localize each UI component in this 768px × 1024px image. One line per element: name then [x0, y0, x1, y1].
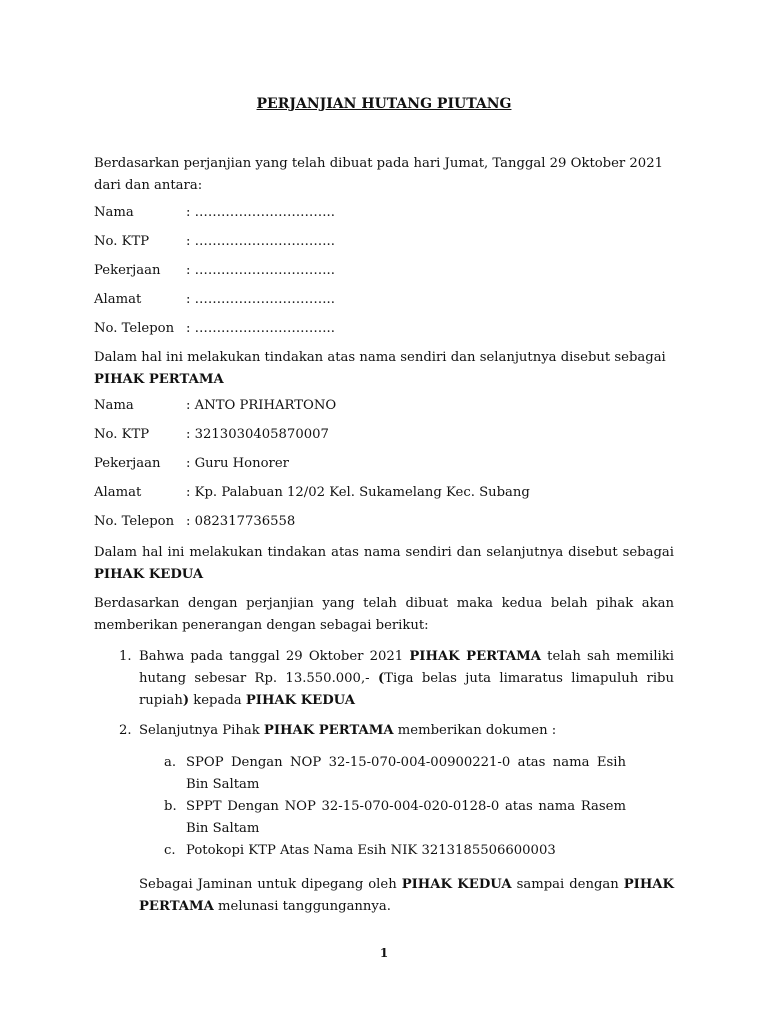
agreement-intro: Berdasarkan dengan perjanjian yang telah dibuat maka kedua belah pihak akan memberikan penerangan dengan sebagai berikut: — [94, 596, 674, 633]
party1-fields — [94, 205, 674, 343]
party2-field-row — [94, 398, 674, 427]
field-label: No. KTP — [94, 427, 150, 442]
party-role: PIHAK KEDUA — [94, 567, 204, 582]
party2-statement — [94, 542, 674, 586]
bold-run: PIHAK KEDUA — [245, 693, 355, 708]
document-item — [139, 796, 674, 840]
field-label: Alamat — [94, 292, 142, 307]
field-label: Pekerjaan — [94, 263, 161, 278]
bold-run: PIHAK PERTAMA — [139, 877, 674, 914]
party1-field-row — [94, 234, 674, 263]
bold-run: ( — [377, 671, 385, 686]
field-label: Alamat — [94, 485, 142, 500]
text-run: melunasi tanggungannya. — [213, 899, 391, 914]
text-run: kepada — [189, 693, 246, 708]
list-item — [94, 720, 674, 918]
field-value: : Kp. Palabuan 12/02 Kel. Sukamelang Kec. Subang — [186, 485, 530, 500]
party1-field-row — [94, 205, 674, 234]
document-text: SPOP Dengan NOP 32-15-070-004-00900221-0 atas nama Esih Bin Saltam — [186, 755, 626, 792]
field-value: : 082317736558 — [186, 514, 296, 529]
text-run: memberikan dokumen : — [393, 723, 557, 738]
party2-field-row — [94, 514, 674, 536]
statement-text: Dalam hal ini melakukan tindakan atas nama sendiri dan selanjutnya disebut sebagai — [94, 545, 674, 560]
page-number: 1 — [379, 946, 389, 960]
field-label: No. KTP — [94, 234, 150, 249]
party1-field-row — [94, 321, 674, 343]
field-label: Pekerjaan — [94, 456, 161, 471]
bold-run: PIHAK PERTAMA — [263, 723, 394, 738]
guarantee-statement — [139, 874, 674, 918]
bold-run: PIHAK KEDUA — [401, 877, 512, 892]
item-text — [139, 720, 674, 918]
party1-field-row — [94, 263, 674, 292]
item-letter: a. — [164, 755, 177, 770]
item-letter: b. — [164, 799, 177, 814]
field-value: : ………………………….. — [186, 234, 335, 249]
text-run: Bahwa pada tanggal 29 Oktober 2021 — [139, 649, 410, 664]
statement-text: Dalam hal ini melakukan tindakan atas nama sendiri dan selanjutnya disebut sebagai — [94, 350, 666, 365]
text-run: Sebagai Jaminan untuk dipegang oleh — [139, 877, 402, 892]
field-label: Nama — [94, 398, 134, 413]
text-run: sampai dengan — [511, 877, 624, 892]
item-letter: c. — [164, 843, 176, 858]
party1-statement — [94, 347, 674, 391]
document-text: Potokopi KTP Atas Nama Esih NIK 3213185506600003 — [186, 843, 556, 858]
document-item — [139, 840, 674, 862]
agreement-list — [94, 646, 674, 918]
intro-paragraph: Berdasarkan perjanjian yang telah dibuat pada hari Jumat, Tanggal 29 Oktober 2021 dari dan antara: — [94, 156, 663, 193]
field-label: No. Telepon — [94, 321, 175, 336]
field-value: : Guru Honorer — [186, 456, 289, 471]
field-value: : ………………………….. — [186, 321, 335, 336]
party2-fields — [94, 398, 674, 536]
document-title: PERJANJIAN HUTANG PIUTANG — [256, 96, 512, 112]
text-run: Tiga belas juta limaratus limapuluh ribu rupiah — [139, 671, 674, 708]
text-run: telah sah memiliki hutang sebesar Rp. 13.550.000,- — [139, 649, 674, 686]
item-number: 2. — [119, 723, 132, 738]
field-value: : ………………………….. — [186, 263, 335, 278]
document-item — [139, 752, 674, 796]
text-run: Selanjutnya Pihak — [139, 723, 264, 738]
party-role: PIHAK PERTAMA — [94, 372, 224, 387]
party1-field-row — [94, 292, 674, 321]
field-value: : ………………………….. — [186, 205, 335, 220]
field-value: : ANTO PRIHARTONO — [186, 398, 337, 413]
party2-field-row — [94, 456, 674, 485]
field-value: : 3213030405870007 — [186, 427, 329, 442]
bold-run: ) — [182, 693, 190, 708]
item-lead — [139, 720, 674, 742]
party2-field-row — [94, 485, 674, 514]
field-label: No. Telepon — [94, 514, 175, 529]
field-label: Nama — [94, 205, 134, 220]
document-list — [139, 752, 674, 862]
item-number: 1. — [119, 649, 132, 664]
item-text — [139, 646, 674, 712]
document-text: SPPT Dengan NOP 32-15-070-004-020-0128-0 atas nama Rasem Bin Saltam — [186, 799, 626, 836]
document-body — [94, 153, 674, 926]
bold-run: PIHAK PERTAMA — [409, 649, 542, 664]
party2-field-row — [94, 427, 674, 456]
list-item — [94, 646, 674, 712]
field-value: : ………………………….. — [186, 292, 335, 307]
